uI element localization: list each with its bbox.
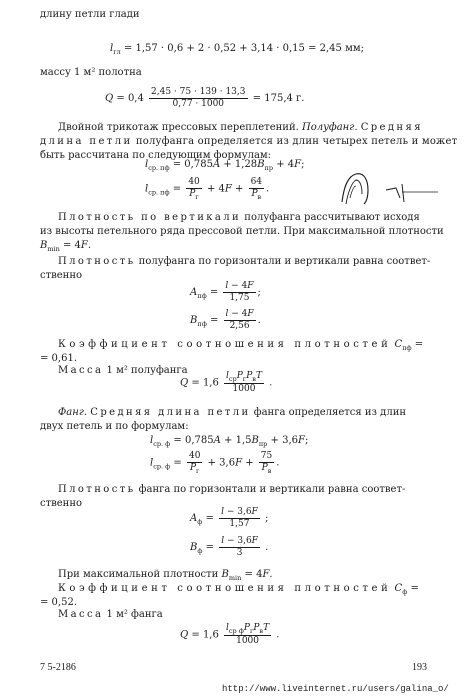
- equation-mass-polufang: Q = 1,6 $\frac{l_{ср}P_гP_вT}{1000}$ .: [180, 371, 273, 395]
- paragraph-line: Фанг. Средняя длина петли фанга определяется из длин: [58, 407, 407, 418]
- equation-mass-fang: Q = 1,6 $\frac{l_{ср ф}P_гP_вT}{1000}$ .: [180, 623, 280, 647]
- equation-fang-length-1: $l_{ср. ф} = 0,785A + 1,5B_{пр} + 3,6F$;: [150, 435, 309, 448]
- paragraph-line: Двойной трикотаж прессовых переплетений. Полуфанг. Средняя: [58, 122, 423, 133]
- equation-B-polufang: $B_{пф}$ = $\frac{l - 4F}{2,56}$ .: [190, 309, 261, 331]
- paragraph-line: быть рассчитана по следующим формулам:: [40, 150, 272, 161]
- paragraph-line: двух петель и по формулам:: [40, 421, 189, 432]
- equation-fang-length-2: $l_{ср. ф}$ = $\frac{40}{P_г}$ + 3,6F + $\frac{75}{P_в}$ .: [150, 451, 280, 475]
- paragraph-line: Масса 1 м² полуфанга: [58, 365, 188, 376]
- text-line: массу 1 м² полотна: [40, 67, 142, 78]
- equation-mass-fabric: Q = 0,4 $\frac{2,45 \cdot 75 \cdot 139 \cdot 13,3}{0,77 \cdot 1000}$ = 175,4 г.: [105, 87, 305, 109]
- paragraph-line: Коэффициент соотношения плотностей $C_ф$ =: [58, 583, 419, 596]
- equation-A-fang: $A_ф$ = $\frac{l - 3,6F}{1,57}$ ;: [190, 507, 269, 529]
- watermark-url[interactable]: http://www.liveinternet.ru/users/galina_o/: [222, 684, 449, 694]
- equation-B-fang: $B_ф$ = $\frac{l - 3,6F}{3}$ .: [190, 536, 269, 558]
- equation-A-polufang: $A_{пф}$ = $\frac{l - 4F}{1,75}$ ;: [190, 281, 261, 303]
- paragraph-line: Плотность полуфанга по горизонтали и вертикали равна соответ-: [58, 256, 431, 267]
- text-line: длину петли глади: [40, 9, 140, 20]
- equation-polufang-length-2: $l_{ср. пф}$ = $\frac{40}{P_г}$ + 4F + $\frac{64}{P_в}$ .: [145, 177, 270, 201]
- paragraph-line: длина петли полуфанга определяется из длин четырех петель и может: [40, 136, 458, 147]
- loop-diagram-icon: [338, 168, 448, 208]
- equation-polufang-length-1: $l_{ср. пф} = 0,785A + 1,28B_{пр} + 4F$;: [145, 159, 305, 172]
- paragraph-line: При максимальной плотности $B_{min} = 4F$.: [58, 569, 273, 582]
- paragraph-line: Плотность фанга по горизонтали и вертикали равна соответ-: [58, 484, 406, 495]
- equation-loop-length-gladi: $l_{гл} = 1,57 \cdot 0,6 + 2 \cdot 0,52 + 3,14 \cdot 0,15 = 2,45$ мм;: [110, 43, 365, 56]
- signature-mark: 7 5-2186: [40, 662, 76, 673]
- paragraph-line: Масса 1 м² фанга: [58, 609, 163, 620]
- paragraph-line: из высоты петельного ряда прессовой петли. При максимальной плотности: [40, 226, 444, 237]
- paragraph-line: = 0,52.: [40, 597, 78, 608]
- paragraph-line: Плотность по вертикали полуфанга рассчитывают исходя: [58, 212, 420, 223]
- paragraph-line: ственно: [40, 498, 83, 509]
- paragraph-line: Коэффициент соотношения плотностей $C_{пф}$ =: [58, 339, 424, 352]
- paragraph-line: ственно: [40, 270, 83, 281]
- paragraph-line: = 0,61.: [40, 353, 78, 364]
- paragraph-line: $B_{min} = 4F$.: [40, 240, 92, 253]
- page-number: 193: [412, 662, 427, 673]
